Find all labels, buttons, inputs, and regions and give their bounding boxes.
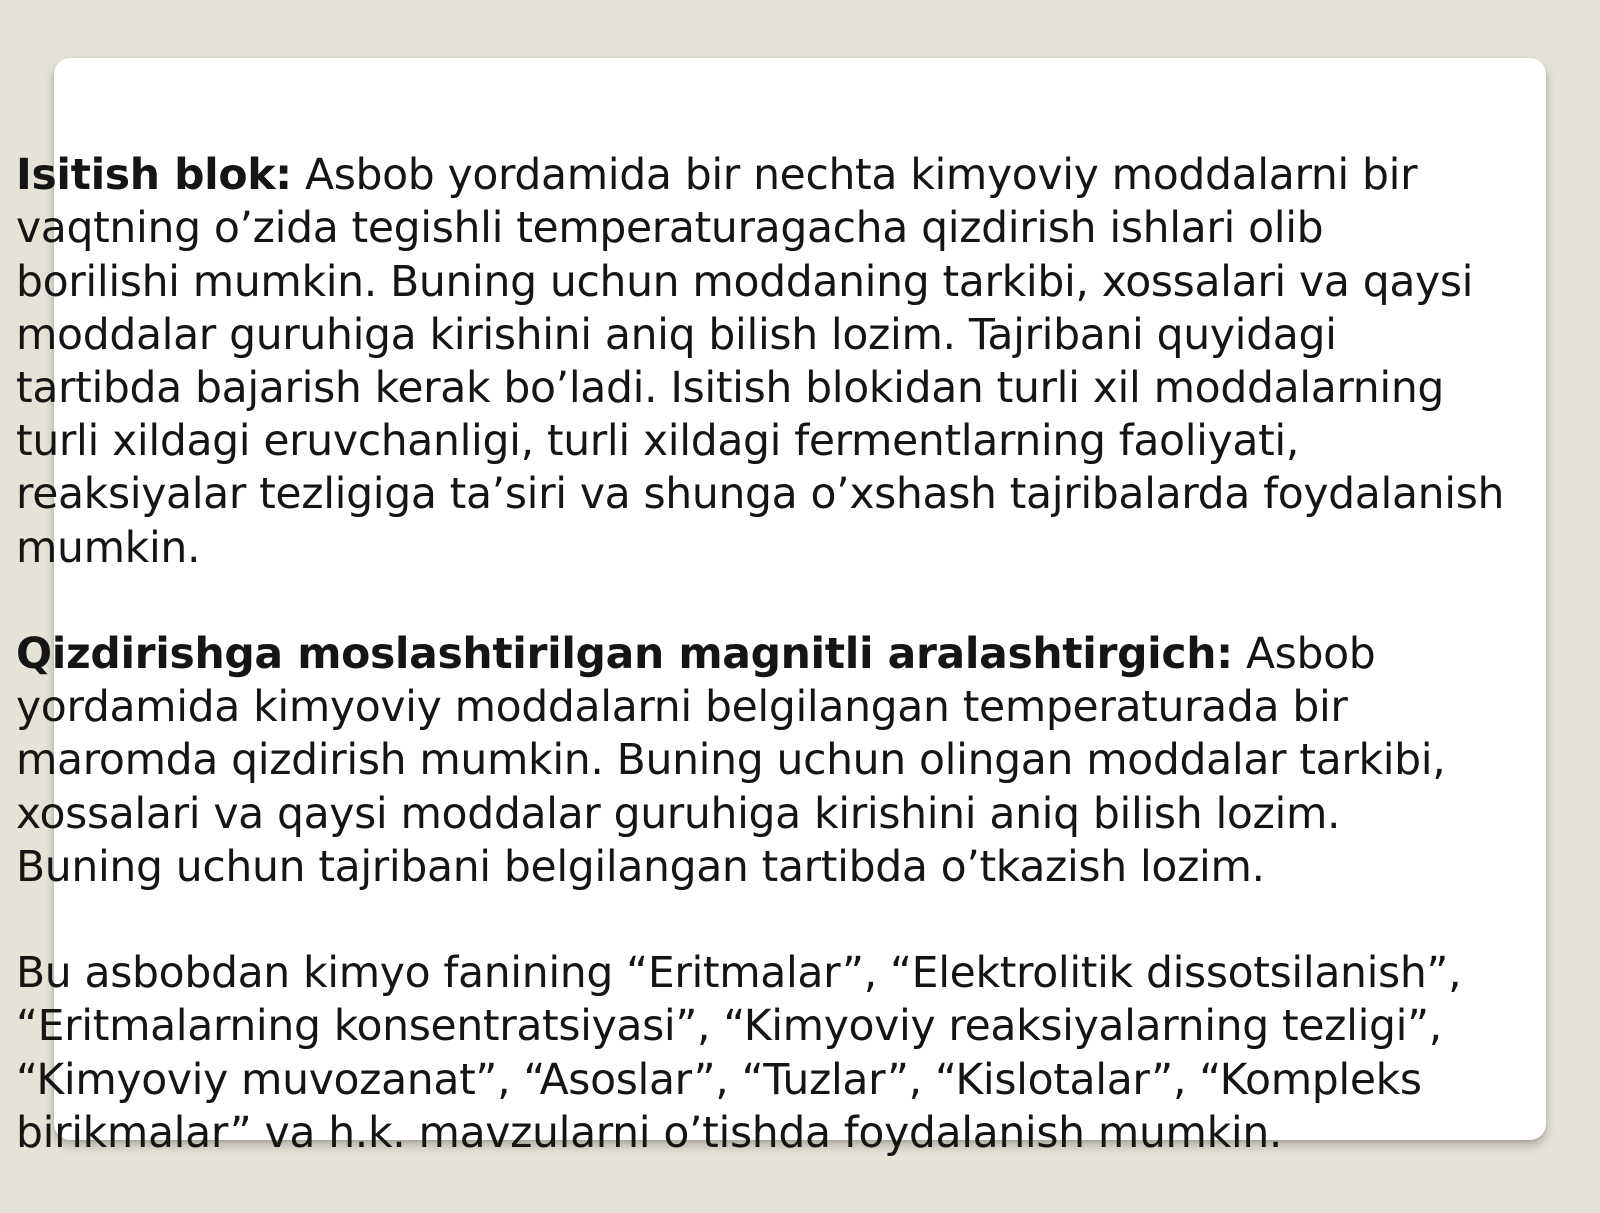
paragraph-text: Asbob yordamida bir nechta kimyoviy moddalarni bir vaqtning o’zida tegishli temperaturagacha qizdirish ishlari olib borilishi mumkin. Buning uchun moddaning tarkibi, xossalari va qaysi moddalar guruhiga kirishini aniq bilish lozim. Tajribani quyidagi tartibda bajarish kerak bo’ladi. Isitish blokidan turli xil moddalarning turli xildagi eruvchanligi, turli xildagi fermentlarning faoliyati, reaksiyalar tezligiga ta’siri va shunga o’xshash tajribalarda foydalanish mumkin. <box>16 151 1505 573</box>
paragraph-text: Bu asbobdan kimyo fanining “Eritmalar”, “Elektrolitik dissotsilanish”, “Eritmalarning konsentratsiyasi”, “Kimyoviy reaksiyalarning tezligi”, “Kimyoviy muvozanat”, “Asoslar”, “Tuzlar”, “Kislotalar”, “Kompleks birikmalar” va h.k. mavzularni o’tishda foydalanish mumkin. <box>16 949 1462 1158</box>
slide-body-text <box>16 96 1516 1213</box>
paragraph-magnitli-aralashtirgich <box>16 628 1516 894</box>
paragraph-isitish-blok <box>16 149 1516 575</box>
term-magnitli-aralashtirgich: Qizdirishga moslashtirilgan magnitli aralashtirgich: <box>16 630 1233 680</box>
term-isitish-blok: Isitish blok: <box>16 151 292 201</box>
paragraph-text: Asbob yordamida kimyoviy moddalarni belgilangan temperaturada bir maromda qizdirish mumkin. Buning uchun olingan moddalar tarkibi, xossalari va qaysi moddalar guruhiga kirishini aniq bilish lozim. Buning uchun tajribani belgilangan tartibda o’tkazish lozim. <box>16 630 1446 892</box>
paragraph-usage-topics <box>16 947 1516 1160</box>
